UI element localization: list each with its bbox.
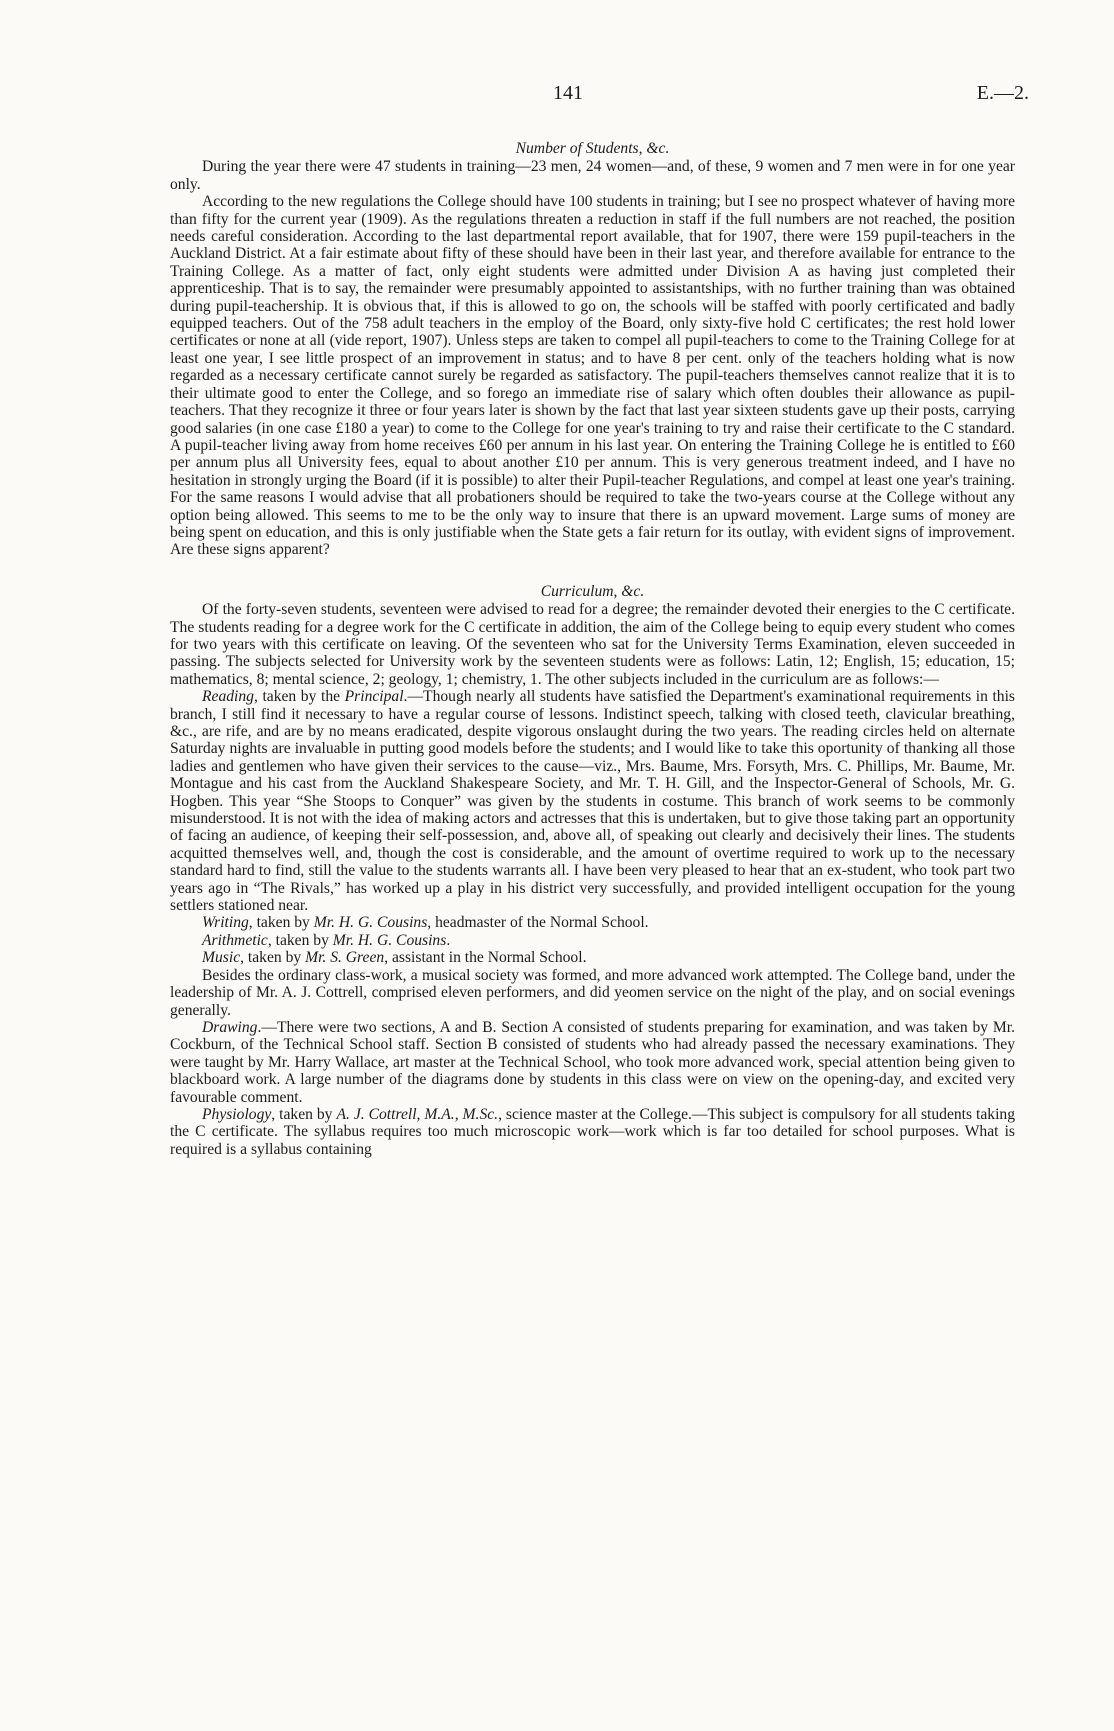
section-heading-curriculum: Curriculum, &c. xyxy=(540,582,645,600)
paragraph: During the year there were 47 students in training—23 men, 24 women—and, of these, 9 women and 7 men were in for one year only. xyxy=(170,158,1015,193)
paragraph: Besides the ordinary class-work, a musical society was formed, and more advanced work attempted. The College band, under the leadership of Mr. A. J. Cottrell, comprised eleven performers, and did yeomen service on the night of the play, and on social evenings generally. xyxy=(170,966,1015,1019)
teacher-name: A. J. Cottrell, M.A., M.Sc. xyxy=(336,1105,499,1123)
subject-name: Music xyxy=(202,949,241,967)
section-heading-students: Number of Students, &c. xyxy=(515,140,670,157)
teacher-name: Mr. H. G. Cousins xyxy=(313,914,428,932)
subject-reading: Reading, taken by the Principal.—Though nearly all students have satisfied the Department's examinational requirements in this branch, I still find it necessary to have a regular course of lessons. Indistinct speech, talking with closed teeth, clavicular breathing, &c., are rife, and are by no means eradicated, despite vigorous onslaught during the two years. The reading circles held on alternate Saturday nights are invaluable in putting good models before the students; and I would like to take this oportunity of thanking all those ladies and gentlemen who have given their services to the cause—viz., Mrs. Baume, Mrs. Forsyth, Mrs. C. Phillips, Mr. Baume, Mr. Montague and his cast from the Auckland Shakespeare Society, and Mr. T. H. Gill, and the Inspector-General of Schools, Mr. G. Hogben. This year “She Stoops to Conquer” was given by the students in costume. This branch of work seems to be commonly misunderstood. It is not with the idea of making actors and actresses that this is undertaken, but to give those taking part an opportunity of facing an audience, of keeping their self-possession, and, above all, of speaking out clearly and decisively their lines. The students acquitted themselves well, and, though the cost is considerable, and the amount of overtime required to work up to the necessary standard hard to find, still the value to the students warrants all. I have been very pleased to hear that an ex-student, who took part two years ago in “The Rivals,” has worked up a play in his district very successfully, and provided intelligent occupation for the young settlers stationed near. xyxy=(170,688,1015,915)
page-number: 141 xyxy=(553,82,583,104)
subject-physiology: Physiology, taken by A. J. Cottrell, M.A., M.Sc., science master at the College.—This subject is compulsory for all students taking the C certificate. The syllabus requires too much microscopic work—work which is far too detailed for school purposes. What is required is a syllabus containing xyxy=(170,1105,1015,1158)
teacher-name: Mr. H. G. Cousins xyxy=(332,931,447,949)
subject-name: Arithmetic xyxy=(202,931,268,949)
document-code: E.—2. xyxy=(976,82,1029,104)
subject-writing: Writing, taken by Mr. H. G. Cousins, headmaster of the Normal School. xyxy=(202,914,649,932)
teacher-name: Principal xyxy=(344,688,404,706)
subject-name: Reading xyxy=(202,688,254,706)
page-header xyxy=(0,82,1114,112)
paragraph: Of the forty-seven students, seventeen were advised to read for a degree; the remainder devoted their energies to the C certificate. The students reading for a degree work for the C certificate in addition, the aim of the College being to equip every student who comes for two years with this certificate on leaving. Of the seventeen who sat for the University Terms Examination, eleven succeeded in passing. The subjects selected for University work by the seventeen students were as follows: Latin, 12; English, 15; education, 15; mathematics, 8; mental science, 2; geology, 1; chemistry, 1. The other subjects included in the curriculum are as follows:— xyxy=(170,601,1015,688)
teacher-name: Mr. S. Green xyxy=(305,949,385,967)
subject-name: Drawing xyxy=(202,1018,258,1036)
subject-name: Physiology xyxy=(202,1105,272,1123)
body-text xyxy=(170,140,1015,1158)
subject-music: Music, taken by Mr. S. Green, assistant in the Normal School. xyxy=(202,949,587,967)
subject-arithmetic: Arithmetic, taken by Mr. H. G. Cousins. xyxy=(202,931,451,949)
subject-drawing: Drawing.—There were two sections, A and B. Section A consisted of students preparing for examination, and was taken by Mr. Cockburn, of the Technical School staff. Section B consisted of students who had already passed the necessary examinations. They were taught by Mr. Harry Wallace, art master at the Technical School, who took more advanced work, special attention being given to blackboard work. A large number of the diagrams done by students in this class were on view on the opening-day, and excited very favourable comment. xyxy=(170,1018,1015,1106)
paragraph: According to the new regulations the College should have 100 students in training; but I see no prospect whatever of having more than fifty for the current year (1909). As the regulations threaten a reduction in staff if the full numbers are not reached, the position needs careful consideration. According to the last departmental report available, that for 1907, there were 159 pupil-teachers in the Auckland District. At a fair estimate about fifty of these should have been in their last year, and therefore available for entrance to the Training College. As a matter of fact, only eight students were admitted under Division A as having just completed their apprenticeship. That is to say, the remainder were presumably appointed to assistantships, with no further training than was obtained during pupil-teachership. It is obvious that, if this is allowed to go on, the schools will be staffed with poorly certificated and badly equipped teachers. Out of the 758 adult teachers in the employ of the Board, only sixty-five hold C certificates; the rest hold lower certificates or none at all (vide report, 1907). Unless steps are taken to compel all pupil-teachers to come to the Training College for at least one year, I see little prospect of an improvement in status; and to have 8 per cent. only of the teachers holding what is now regarded as a necessary certificate cannot surely be regarded as satisfactory. The pupil-teachers themselves cannot realize that it is to their ultimate good to enter the College, and so forego an immediate rise of salary which often doubles their allowance as pupil-teachers. That they recognize it three or four years later is shown by the fact that last year sixteen students gave up their posts, carrying good salaries (in one case £180 a year) to come to the College for one year's training to try and raise their certificate to the C standard. A pupil-teacher living away from home receives £60 per annum in his last year. On entering the Training College he is entitled to £60 per annum plus all University fees, equal to about another £10 per annum. This is very generous treatment indeed, and I have no hesitation in strongly urging the Board (if it is possible) to alter their Pupil-teacher Regulations, and compel at least one year's training. For the same reasons I would advise that all probationers should be required to take the two-years course at the College without any option being allowed. This seems to me to be the only way to insure that there is an upward movement. Large sums of money are being spent on education, and this is only justifiable when the State gets a fair return for its outlay, with evident signs of improvement. Are these signs apparent? xyxy=(170,193,1015,559)
subject-name: Writing xyxy=(202,914,249,932)
